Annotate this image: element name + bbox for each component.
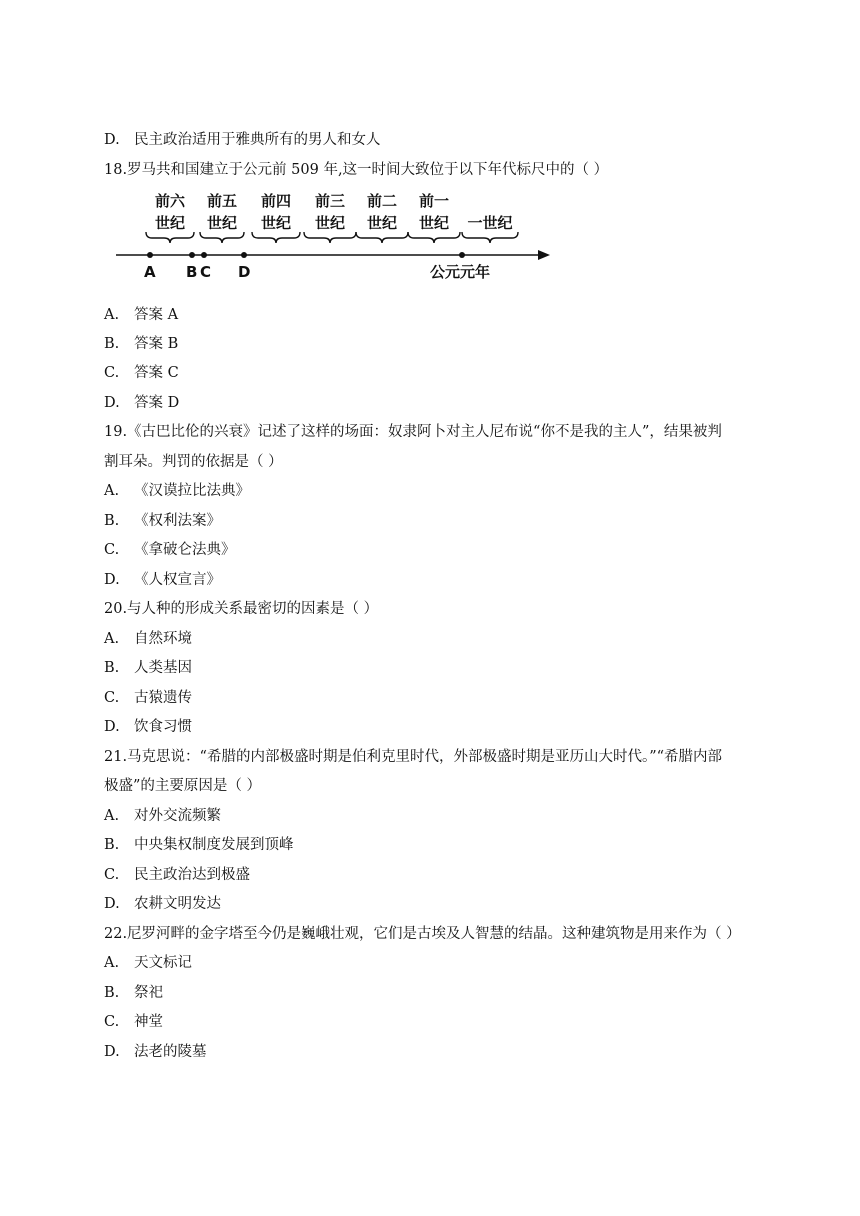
- q20-option-d: D. 饮食习惯: [104, 719, 192, 735]
- q18-option-d: D. 答案 D: [104, 395, 180, 411]
- q18-option-a: A. 答案 A: [104, 307, 179, 323]
- q18-stem: 18.罗马共和国建立于公元前 509 年,这一时间大致位于以下年代标尺中的（ ）: [104, 162, 609, 178]
- q18-option-c: C. 答案 C: [104, 365, 179, 381]
- century-label: 一世纪: [467, 214, 513, 232]
- q21-option-d: D. 农耕文明发达: [104, 896, 221, 912]
- point-c: [201, 252, 207, 258]
- point-label-d: D: [238, 263, 251, 281]
- q20-option-a: A. 自然环境: [104, 631, 192, 647]
- q19-stem-line2: 割耳朵。判罚的依据是（ ）: [104, 454, 283, 470]
- q21-option-c: C. 民主政治达到极盛: [104, 867, 250, 883]
- q19-stem-line1: 19.《古巴比伦的兴衰》记述了这样的场面：奴隶阿卜对主人尼布说“你不是我的主人”，结果被判: [104, 424, 722, 440]
- q19-option-b: B. 《权利法案》: [104, 513, 221, 529]
- century-label: 前六: [154, 192, 186, 210]
- q22-option-a: A. 天文标记: [104, 955, 192, 971]
- century-label: 世纪: [314, 214, 346, 232]
- q21-stem-line1: 21.马克思说：“希腊的内部极盛时期是伯利克里时代，外部极盛时期是亚历山大时代。”“希腊内部: [104, 749, 723, 765]
- century-label: 前二: [366, 192, 398, 210]
- q22-stem: 22.尼罗河畔的金字塔至今仍是巍峨壮观，它们是古埃及人智慧的结晶。这种建筑物是用来作为（ ）: [104, 926, 741, 942]
- q21-option-b: B. 中央集权制度发展到顶峰: [104, 837, 294, 853]
- century-label: 前一: [418, 192, 450, 210]
- point-origin: [459, 252, 465, 258]
- century-label: 世纪: [154, 214, 186, 232]
- century-label: 前五: [206, 192, 238, 210]
- q20-stem: 20.与人种的形成关系最密切的因素是（ ）: [104, 601, 379, 617]
- axis-arrow: [538, 250, 550, 260]
- q19-option-a: A. 《汉谟拉比法典》: [104, 483, 250, 499]
- q20-option-c: C. 古猿遗传: [104, 690, 192, 706]
- point-a: [147, 252, 153, 258]
- point-d: [241, 252, 247, 258]
- point-b: [189, 252, 195, 258]
- point-label-c: C: [200, 263, 212, 281]
- century-label: 世纪: [206, 214, 238, 232]
- q20-option-b: B. 人类基因: [104, 660, 192, 676]
- century-label: 世纪: [366, 214, 398, 232]
- century-label: 世纪: [260, 214, 292, 232]
- point-label-b: B: [186, 263, 198, 281]
- q22-option-d: D. 法老的陵墓: [104, 1044, 207, 1060]
- q22-option-b: B. 祭祀: [104, 985, 163, 1001]
- q22-option-c: C. 神堂: [104, 1014, 163, 1030]
- century-label: 前三: [314, 192, 346, 210]
- q17-option-d: D. 民主政治适用于雅典所有的男人和女人: [104, 132, 381, 148]
- century-braces: [146, 232, 518, 243]
- origin-label: 公元元年: [430, 263, 491, 281]
- century-label: 前四: [260, 192, 292, 210]
- century-label: 世纪: [418, 214, 450, 232]
- q19-option-d: D. 《人权宣言》: [104, 572, 221, 588]
- point-label-a: A: [144, 263, 156, 281]
- q19-option-c: C. 《拿破仑法典》: [104, 542, 236, 558]
- q21-stem-line2: 极盛”的主要原因是（ ）: [104, 778, 262, 794]
- q21-option-a: A. 对外交流频繁: [104, 808, 221, 824]
- timeline-figure: [112, 186, 562, 286]
- q18-option-b: B. 答案 B: [104, 336, 179, 352]
